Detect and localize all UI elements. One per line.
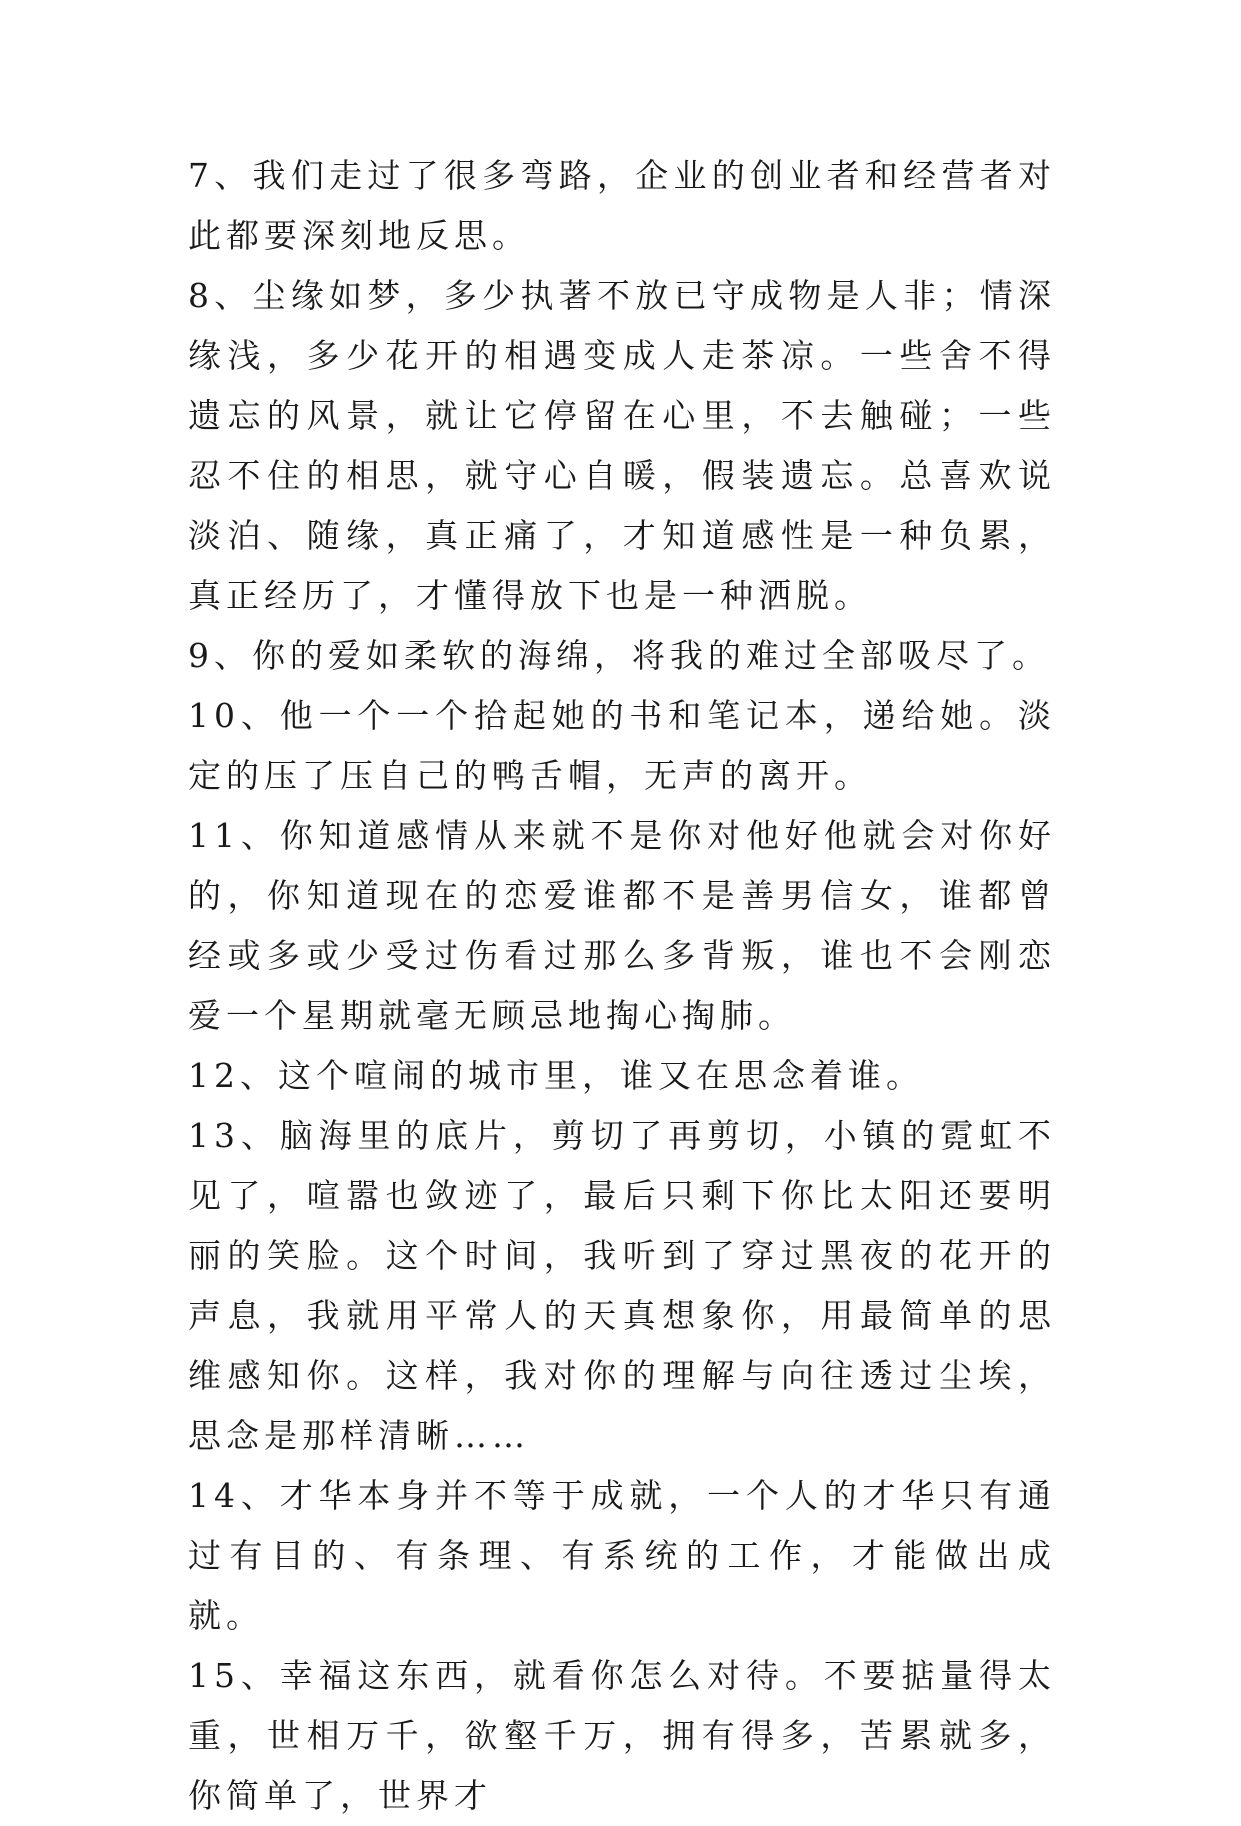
paragraph-11: 11、你知道感情从来就不是你对他好他就会对你好的，你知道现在的恋爱谁都不是善男信女，谁都曾经或多或少受过伤看过那么多背叛，谁也不会刚恋爱一个星期就毫无顾忌地掏心掏肺。 — [188, 816, 1056, 1035]
paragraph-14: 14、才华本身并不等于成就，一个人的才华只有通过有目的、有条理、有系统的工作，才能做出成就。 — [188, 1476, 1056, 1635]
paragraph-9: 9、你的爱如柔软的海绵，将我的难过全部吸尽了。 — [188, 636, 1050, 675]
paragraph-10: 10、他一个一个拾起她的书和笔记本，递给她。淡定的压了压自己的鸭舌帽，无声的离开。 — [188, 696, 1056, 795]
paragraph-15: 15、幸福这东西，就看你怎么对待。不要掂量得太重，世相万千，欲壑千万，拥有得多，苦累就多，你简单了，世界才 — [188, 1656, 1056, 1815]
paragraph-13: 13、脑海里的底片，剪切了再剪切，小镇的霓虹不见了，喧嚣也敛迹了，最后只剩下你比太阳还要明丽的笑脸。这个时间，我听到了穿过黑夜的花开的声息，我就用平常人的天真想象你，用最简单的思维感知你。这样，我对你的理解与向往透过尘埃，思念是那样清晰…… — [188, 1116, 1056, 1455]
paragraph-8: 8、尘缘如梦，多少执著不放已守成物是人非；情深缘浅，多少花开的相遇变成人走茶凉。一些舍不得遗忘的风景，就让它停留在心里，不去触碰；一些忍不住的相思，就守心自暖，假装遗忘。总喜欢说淡泊、随缘，真正痛了，才知道感性是一种负累，真正经历了，才懂得放下也是一种洒脱。 — [188, 276, 1056, 615]
paragraph-7: 7、我们走过了很多弯路，企业的创业者和经营者对此都要深刻地反思。 — [188, 156, 1056, 255]
document-body — [188, 146, 1056, 1826]
paragraph-12: 12、这个喧闹的城市里，谁又在思念着谁。 — [188, 1056, 924, 1095]
